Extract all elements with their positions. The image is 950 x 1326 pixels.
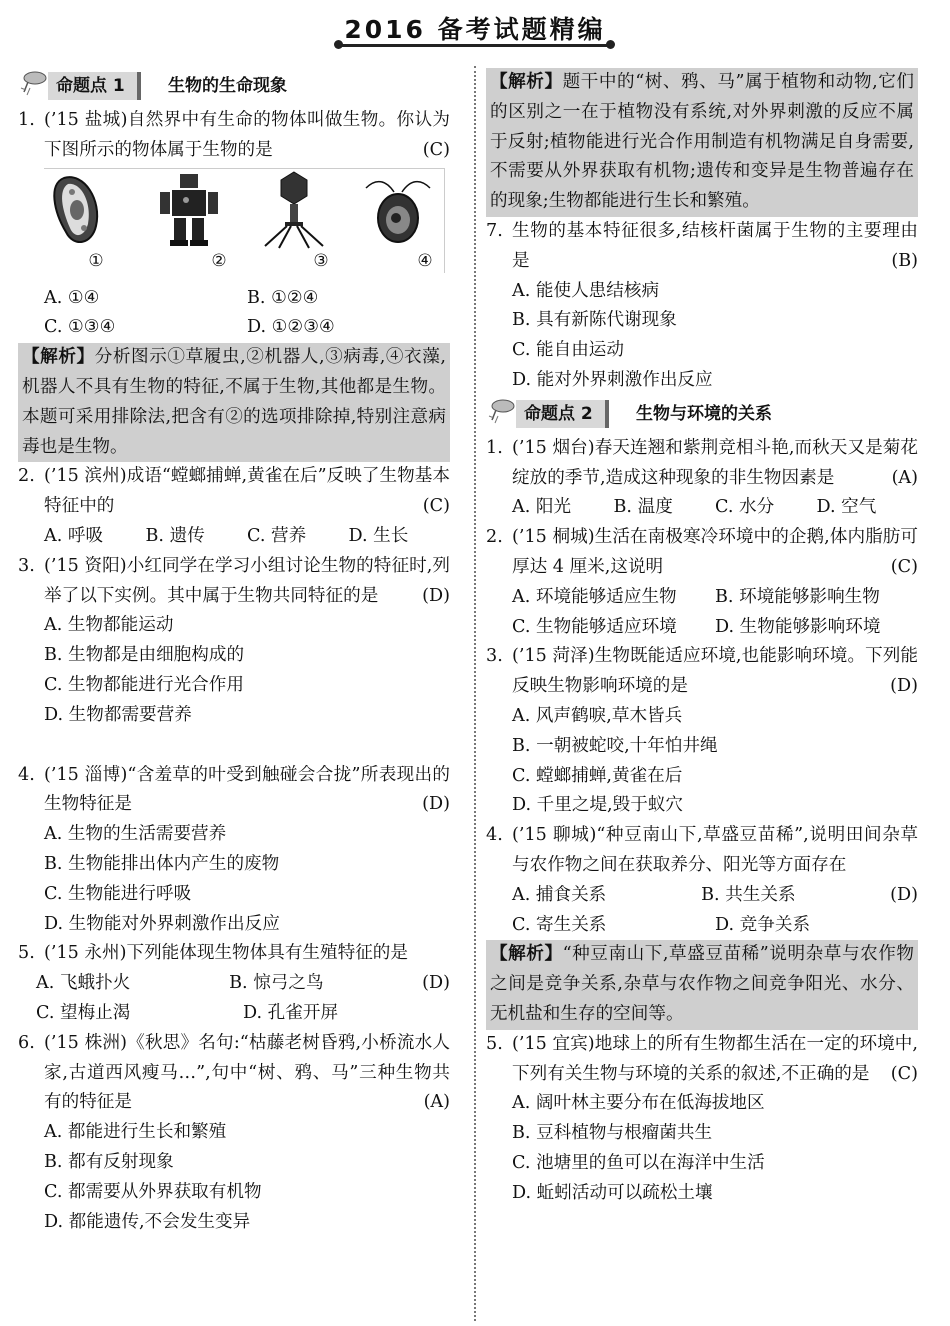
section-2-header <box>486 396 918 432</box>
robot-icon <box>144 170 234 250</box>
section-1-title: 生物的生命现象 <box>168 76 287 96</box>
question-text: (’15 永州)下列能体现生物体具有生殖特征的是 <box>44 943 408 964</box>
option-b: B. 具有新陈代谢现象 <box>512 310 677 331</box>
answer: (A) <box>891 467 918 488</box>
option-c: C. 生物能进行呼吸 <box>44 883 192 904</box>
option-a: A. 环境能够适应生物 <box>512 586 677 607</box>
answer: (C) <box>422 496 450 517</box>
chlamydomonas-icon <box>354 170 444 250</box>
lightbulb-icon <box>18 70 48 98</box>
options <box>512 583 918 643</box>
option-c: C. 都需要从外界获取有机物 <box>44 1181 262 1202</box>
option-c: C. 水分 <box>715 497 775 518</box>
analysis-text: 分析图示①草履虫,②机器人,③病毒,④衣藻,机器人不具有生物的特征,不属于生物,其他都是生物。本题可采用排除法,把含有②的选项排除掉,特别注意病毒也是生物。 <box>22 347 446 457</box>
options <box>44 522 450 552</box>
option-a: A. 阔叶林主要分布在低海拔地区 <box>512 1093 765 1114</box>
section-1-header <box>18 68 450 104</box>
question-text: (’15 资阳)小红同学在学习小组讨论生物的特征时,列举了以下实例。其中属于生物共同特征的是 <box>44 555 450 606</box>
option-b: B. 一朝被蛇咬,十年怕井绳 <box>512 735 718 756</box>
options <box>512 702 918 821</box>
option-d: D. ①②③④ <box>247 317 335 338</box>
virus-icon <box>249 170 339 250</box>
question-2-1 <box>486 434 918 494</box>
question-text: (’15 宜宾)地球上的所有生物都生活在一定的环境中,下列有关生物与环境的关系的叙述,不正确的是 <box>512 1033 918 1084</box>
option-c: C. 螳螂捕蝉,黄雀在后 <box>512 765 683 786</box>
option-b: B. 遗传 <box>145 525 205 546</box>
question-text: (’15 盐城)自然界中有生命的物体叫做生物。你认为下图所示的物体属于生物的是 <box>44 110 450 160</box>
question-text: (’15 株洲)《秋思》名句:“枯藤老树昏鸦,小桥流水人家,古道西风瘦马…”,句中“树、鸦、马”三种生物共有的特征是 <box>44 1032 450 1113</box>
option-b: B. 生物都是由细胞构成的 <box>44 645 245 666</box>
option-a: A. 生物都能运动 <box>44 615 174 636</box>
lightbulb-icon <box>486 398 516 426</box>
question-number: 7. <box>486 220 503 241</box>
option-b: B. 豆科植物与根瘤菌共生 <box>512 1123 713 1144</box>
analysis-block <box>486 940 918 1029</box>
option-d: D. 生长 <box>348 525 409 546</box>
question-text: (’15 聊城)“种豆南山下,草盛豆苗稀”,说明田间杂草与农作物之间在获取养分、阳光等方面存在 <box>512 825 918 875</box>
title-rule <box>340 44 610 47</box>
answer: (B) <box>891 250 918 271</box>
title-rule-dot-left <box>334 40 343 49</box>
page-title: 2016 备考试题精编 <box>344 15 606 44</box>
answer: (C) <box>890 556 918 577</box>
options <box>36 969 450 1029</box>
options <box>44 1118 450 1237</box>
option-a: A. ①④ <box>44 287 100 308</box>
option-c: C. 能自由运动 <box>512 340 624 361</box>
question-2-2 <box>486 523 918 583</box>
analysis-label: 【解析】 <box>490 72 563 92</box>
right-column <box>486 68 918 1208</box>
option-c: C. 寄生关系 <box>512 914 607 935</box>
answer: (D) <box>422 585 450 606</box>
option-d: D. 生物都需要营养 <box>44 704 192 725</box>
section-2-label: 命题点 2 <box>516 400 609 428</box>
option-a: A. 捕食关系 <box>512 884 607 905</box>
option-c: C. ①③④ <box>44 317 116 338</box>
question-1 <box>18 106 450 166</box>
option-d: D. 生物能够影响环境 <box>715 616 881 637</box>
option-d: D. 蚯蚓活动可以疏松土壤 <box>512 1182 713 1203</box>
question-text: (’15 淄博)“含羞草的叶受到触碰会合拢”所表现出的生物特征是 <box>44 764 450 815</box>
question-number: 2. <box>486 527 503 548</box>
option-b: B. 共生关系 <box>701 884 796 905</box>
left-column <box>18 68 450 1237</box>
option-d: D. 都能遗传,不会发生变异 <box>44 1211 251 1232</box>
figure-label-3: ③ <box>313 250 329 271</box>
analysis-label: 【解析】 <box>22 347 95 368</box>
question-7 <box>486 217 918 277</box>
question-number: 6. <box>18 1032 35 1053</box>
option-a: A. 飞蛾扑火 <box>36 973 131 994</box>
answer: (D) <box>890 676 918 697</box>
option-b: B. 都有反射现象 <box>44 1151 174 1172</box>
question-2-5 <box>486 1030 918 1090</box>
question-number: 2. <box>18 466 35 487</box>
options <box>512 493 918 523</box>
section-1-label: 命题点 1 <box>48 72 141 100</box>
option-b: B. 惊弓之鸟 <box>229 973 324 994</box>
options <box>44 820 450 939</box>
option-b: B. ①②④ <box>247 287 319 308</box>
answer: (C) <box>890 1063 918 1084</box>
option-d: D. 能对外界刺激作出反应 <box>512 369 713 390</box>
option-b: B. 生物能排出体内产生的废物 <box>44 853 280 874</box>
title-rule-dot-right <box>606 40 615 49</box>
options <box>44 611 450 730</box>
answer: (A) <box>423 1092 450 1113</box>
question-text: (’15 菏泽)生物既能适应环境,也能影响环境。下列能反映生物影响环境的是 <box>512 646 918 697</box>
option-c: C. 营养 <box>247 525 307 546</box>
option-a: A. 阳光 <box>512 497 572 518</box>
question-number: 3. <box>18 555 35 576</box>
question-text: (’15 滨州)成语“螳螂捕蝉,黄雀在后”反映了生物基本特征中的 <box>44 466 450 517</box>
question-2-3 <box>486 642 918 702</box>
page-header <box>0 0 950 60</box>
option-d: D. 竞争关系 <box>715 914 811 935</box>
organism-figure <box>44 168 436 280</box>
answer: (D) <box>890 884 918 905</box>
analysis-block <box>486 68 918 217</box>
option-a: A. 风声鹤唳,草木皆兵 <box>512 705 683 726</box>
question-number: 1. <box>18 110 35 130</box>
figure-label-2: ② <box>211 250 227 271</box>
question-number: 3. <box>486 646 503 667</box>
answer: (D) <box>422 794 450 815</box>
question-number: 5. <box>486 1033 503 1054</box>
question-number: 4. <box>18 764 35 785</box>
option-b: B. 环境能够影响生物 <box>715 586 880 607</box>
option-c: C. 池塘里的鱼可以在海洋中生活 <box>512 1152 765 1173</box>
option-d: D. 孔雀开屏 <box>243 1002 339 1023</box>
paramecium-icon <box>44 170 134 250</box>
analysis-label: 【解析】 <box>490 944 563 965</box>
question-text: (’15 烟台)春天连翘和紫荆竞相斗艳,而秋天又是菊花绽放的季节,造成这种现象的非生物因素是 <box>512 437 918 488</box>
option-d: D. 空气 <box>816 497 877 518</box>
column-divider <box>474 66 476 1321</box>
question-2 <box>18 462 450 522</box>
options <box>512 881 918 941</box>
question-3 <box>18 552 450 612</box>
option-c: C. 生物能够适应环境 <box>512 616 677 637</box>
answer: (D) <box>422 973 450 994</box>
question-number: 5. <box>18 943 35 964</box>
option-d: D. 生物能对外界刺激作出反应 <box>44 913 280 934</box>
options <box>512 1089 918 1208</box>
options <box>512 277 918 396</box>
question-6 <box>18 1029 450 1118</box>
option-a: A. 能使人患结核病 <box>512 280 660 301</box>
question-number: 1. <box>486 437 503 458</box>
section-2-title: 生物与环境的关系 <box>636 403 772 424</box>
options <box>44 284 450 344</box>
question-number: 4. <box>486 825 503 846</box>
option-a: A. 呼吸 <box>44 525 104 546</box>
option-c: C. 生物都能进行光合作用 <box>44 674 244 695</box>
option-a: A. 生物的生活需要营养 <box>44 824 227 845</box>
analysis-block <box>18 343 450 462</box>
analysis-text: “种豆南山下,草盛豆苗稀”说明杂草与农作物之间是竞争关系,杂草与农作物之间竞争阳光、水分、无机盐和生存的空间等。 <box>490 944 914 1024</box>
answer: (C) <box>422 139 450 160</box>
figure-label-4: ④ <box>417 250 433 271</box>
question-text: (’15 桐城)生活在南极寒冷环境中的企鹅,体内脂肪可厚达 4 厘米,这说明 <box>512 527 918 577</box>
option-b: B. 温度 <box>613 497 673 518</box>
figure-label-1: ① <box>88 250 104 271</box>
option-d: D. 千里之堤,毁于蚁穴 <box>512 795 684 816</box>
analysis-text: 题干中的“树、鸦、马”属于植物和动物,它们的区别之一在于植物没有系统,对外界刺激的反应不属于反射;植物能进行光合作用制造有机物满足自身需要,不需要从外界获取有机物;遗传和变异是生物普遍存在的现象;生物都能进行生长和繁殖。 <box>490 72 914 212</box>
question-4 <box>18 761 450 821</box>
question-text: 生物的基本特征很多,结核杆菌属于生物的主要理由是 <box>512 220 918 271</box>
option-a: A. 都能进行生长和繁殖 <box>44 1122 227 1143</box>
option-c: C. 望梅止渴 <box>36 1002 131 1023</box>
